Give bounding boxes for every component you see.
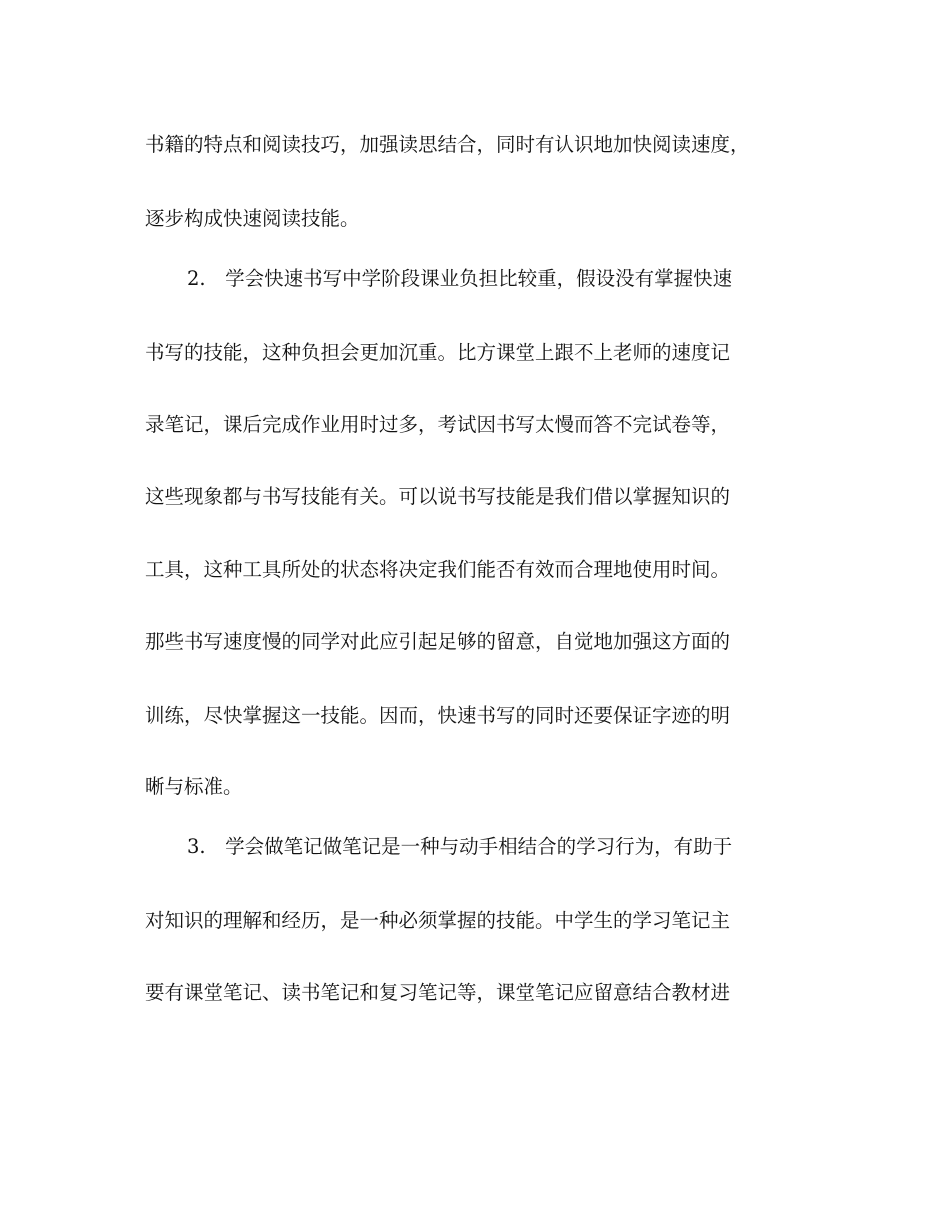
- text-line: 要有课堂笔记、读书笔记和复习笔记等，课堂笔记应留意结合教材进: [145, 981, 731, 1004]
- text-line: 这些现象都与书写技能有关。可以说书写技能是我们借以掌握知识的: [145, 485, 731, 508]
- text-line: 逐步构成快速阅读技能。: [145, 207, 360, 230]
- text-line: 书籍的特点和阅读技巧，加强读思结合，同时有认识地加快阅读速度，: [145, 133, 750, 156]
- text-line: 那些书写速度慢的同学对此应引起足够的留意，自觉地加强这方面的: [145, 630, 731, 653]
- paragraph-first-line: 3. 学会做笔记做笔记是一种与动手相结合的学习行为，有助于: [187, 835, 733, 858]
- text-line: 训练，尽快掌握这一技能。因而，快速书写的同时还要保证字迹的明: [145, 704, 731, 727]
- text-line: 晰与标准。: [145, 775, 243, 798]
- text-line: 书写的技能，这种负担会更加沉重。比方课堂上跟不上老师的速度记: [145, 341, 731, 364]
- text-line: 录笔记，课后完成作业用时过多，考试因书写太慢而答不完试卷等，: [145, 413, 731, 436]
- text-line: 工具，这种工具所处的状态将决定我们能否有效而合理地使用时间。: [145, 558, 731, 581]
- text-line: 对知识的理解和经历，是一种必须掌握的技能。中学生的学习笔记主: [145, 909, 731, 932]
- paragraph-first-line: 2. 学会快速书写中学阶段课业负担比较重，假设没有掌握快速: [187, 267, 733, 290]
